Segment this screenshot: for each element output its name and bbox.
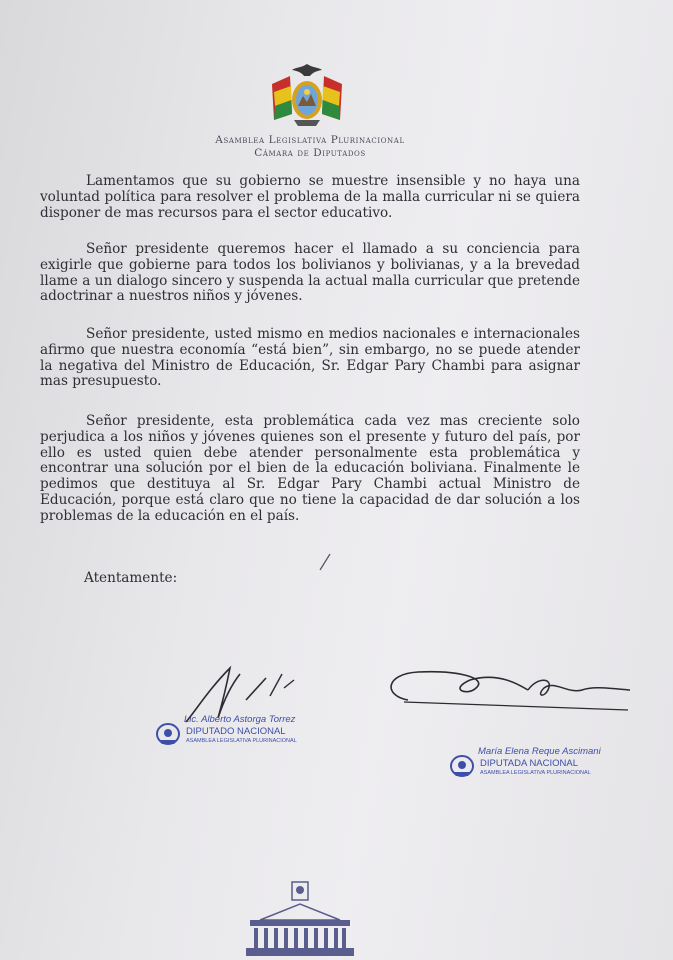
institution-line-1: Asamblea Legislativa Plurinacional (215, 134, 405, 146)
stamp-1-org: ASAMBLEA LEGISLATIVA PLURINACIONAL (186, 738, 297, 744)
emblem-stamp-icon (448, 752, 476, 778)
paragraph-1 (40, 174, 580, 221)
stamp-1 (154, 714, 304, 754)
closing-salutation: Atentamente: (84, 570, 178, 586)
stamp-2-name: María Elena Reque Ascimani (478, 746, 601, 757)
stamp-1-title: DIPUTADO NACIONAL (186, 726, 286, 737)
emblem-stamp-icon (154, 720, 182, 746)
institution-line-2: Cámara de Diputados (254, 147, 366, 159)
stamp-2 (448, 746, 601, 790)
paragraph-2-text: Señor presidente queremos hacer el llamado a su conciencia para exigirle que gobierne para todos los bolivianos y bolivianas, y a la brevedad llame a un dialogo sincero y suspenda la actual malla curricular que pretende adoctrinar a nuestros niños y jóvenes. (40, 241, 580, 305)
paragraph-1-text: Lamentamos que su gobierno se muestre insensible y no haya una voluntad política para resolver el problema de la malla curricular ni se quiera disponer de mas recursos para el sector educativo. (40, 173, 580, 221)
paragraph-4 (40, 414, 580, 525)
paragraph-2 (40, 242, 580, 305)
institution-name (160, 134, 460, 160)
paragraph-3 (40, 327, 580, 390)
pen-mark (318, 552, 332, 572)
stamp-2-org: ASAMBLEA LEGISLATIVA PLURINACIONAL (480, 770, 591, 776)
paragraph-3-text: Señor presidente, usted mismo en medios nacionales e internacionales afirmo que nuestra economía “está bien”, sin embargo, no se puede atender la negativa del Ministro de Educación, Sr. Edgar Pary Chambi para asignar mas presupuesto. (40, 326, 580, 390)
coat-of-arms-icon (268, 62, 346, 132)
signature-2 (378, 666, 638, 726)
stamp-2-title: DIPUTADA NACIONAL (480, 758, 579, 769)
paragraph-4-text: Señor presidente, esta problemática cada vez mas creciente solo perjudica a los niños y jóvenes quienes son el presente y futuro del país, por ello es usted quien debe atender personalmente esta problemática y encontrar una solución por el bien de la educación boliviana. Finalmente le pedimos que destituya al Sr. Edgar Pary Chambi actual Ministro de Educación, porque está claro que no tiene la capacidad de dar solución a los problemas de la educación en el país. (40, 413, 580, 524)
legislative-palace-icon (240, 880, 360, 960)
stamp-1-name: Lic. Alberto Astorga Torrez (184, 714, 296, 725)
